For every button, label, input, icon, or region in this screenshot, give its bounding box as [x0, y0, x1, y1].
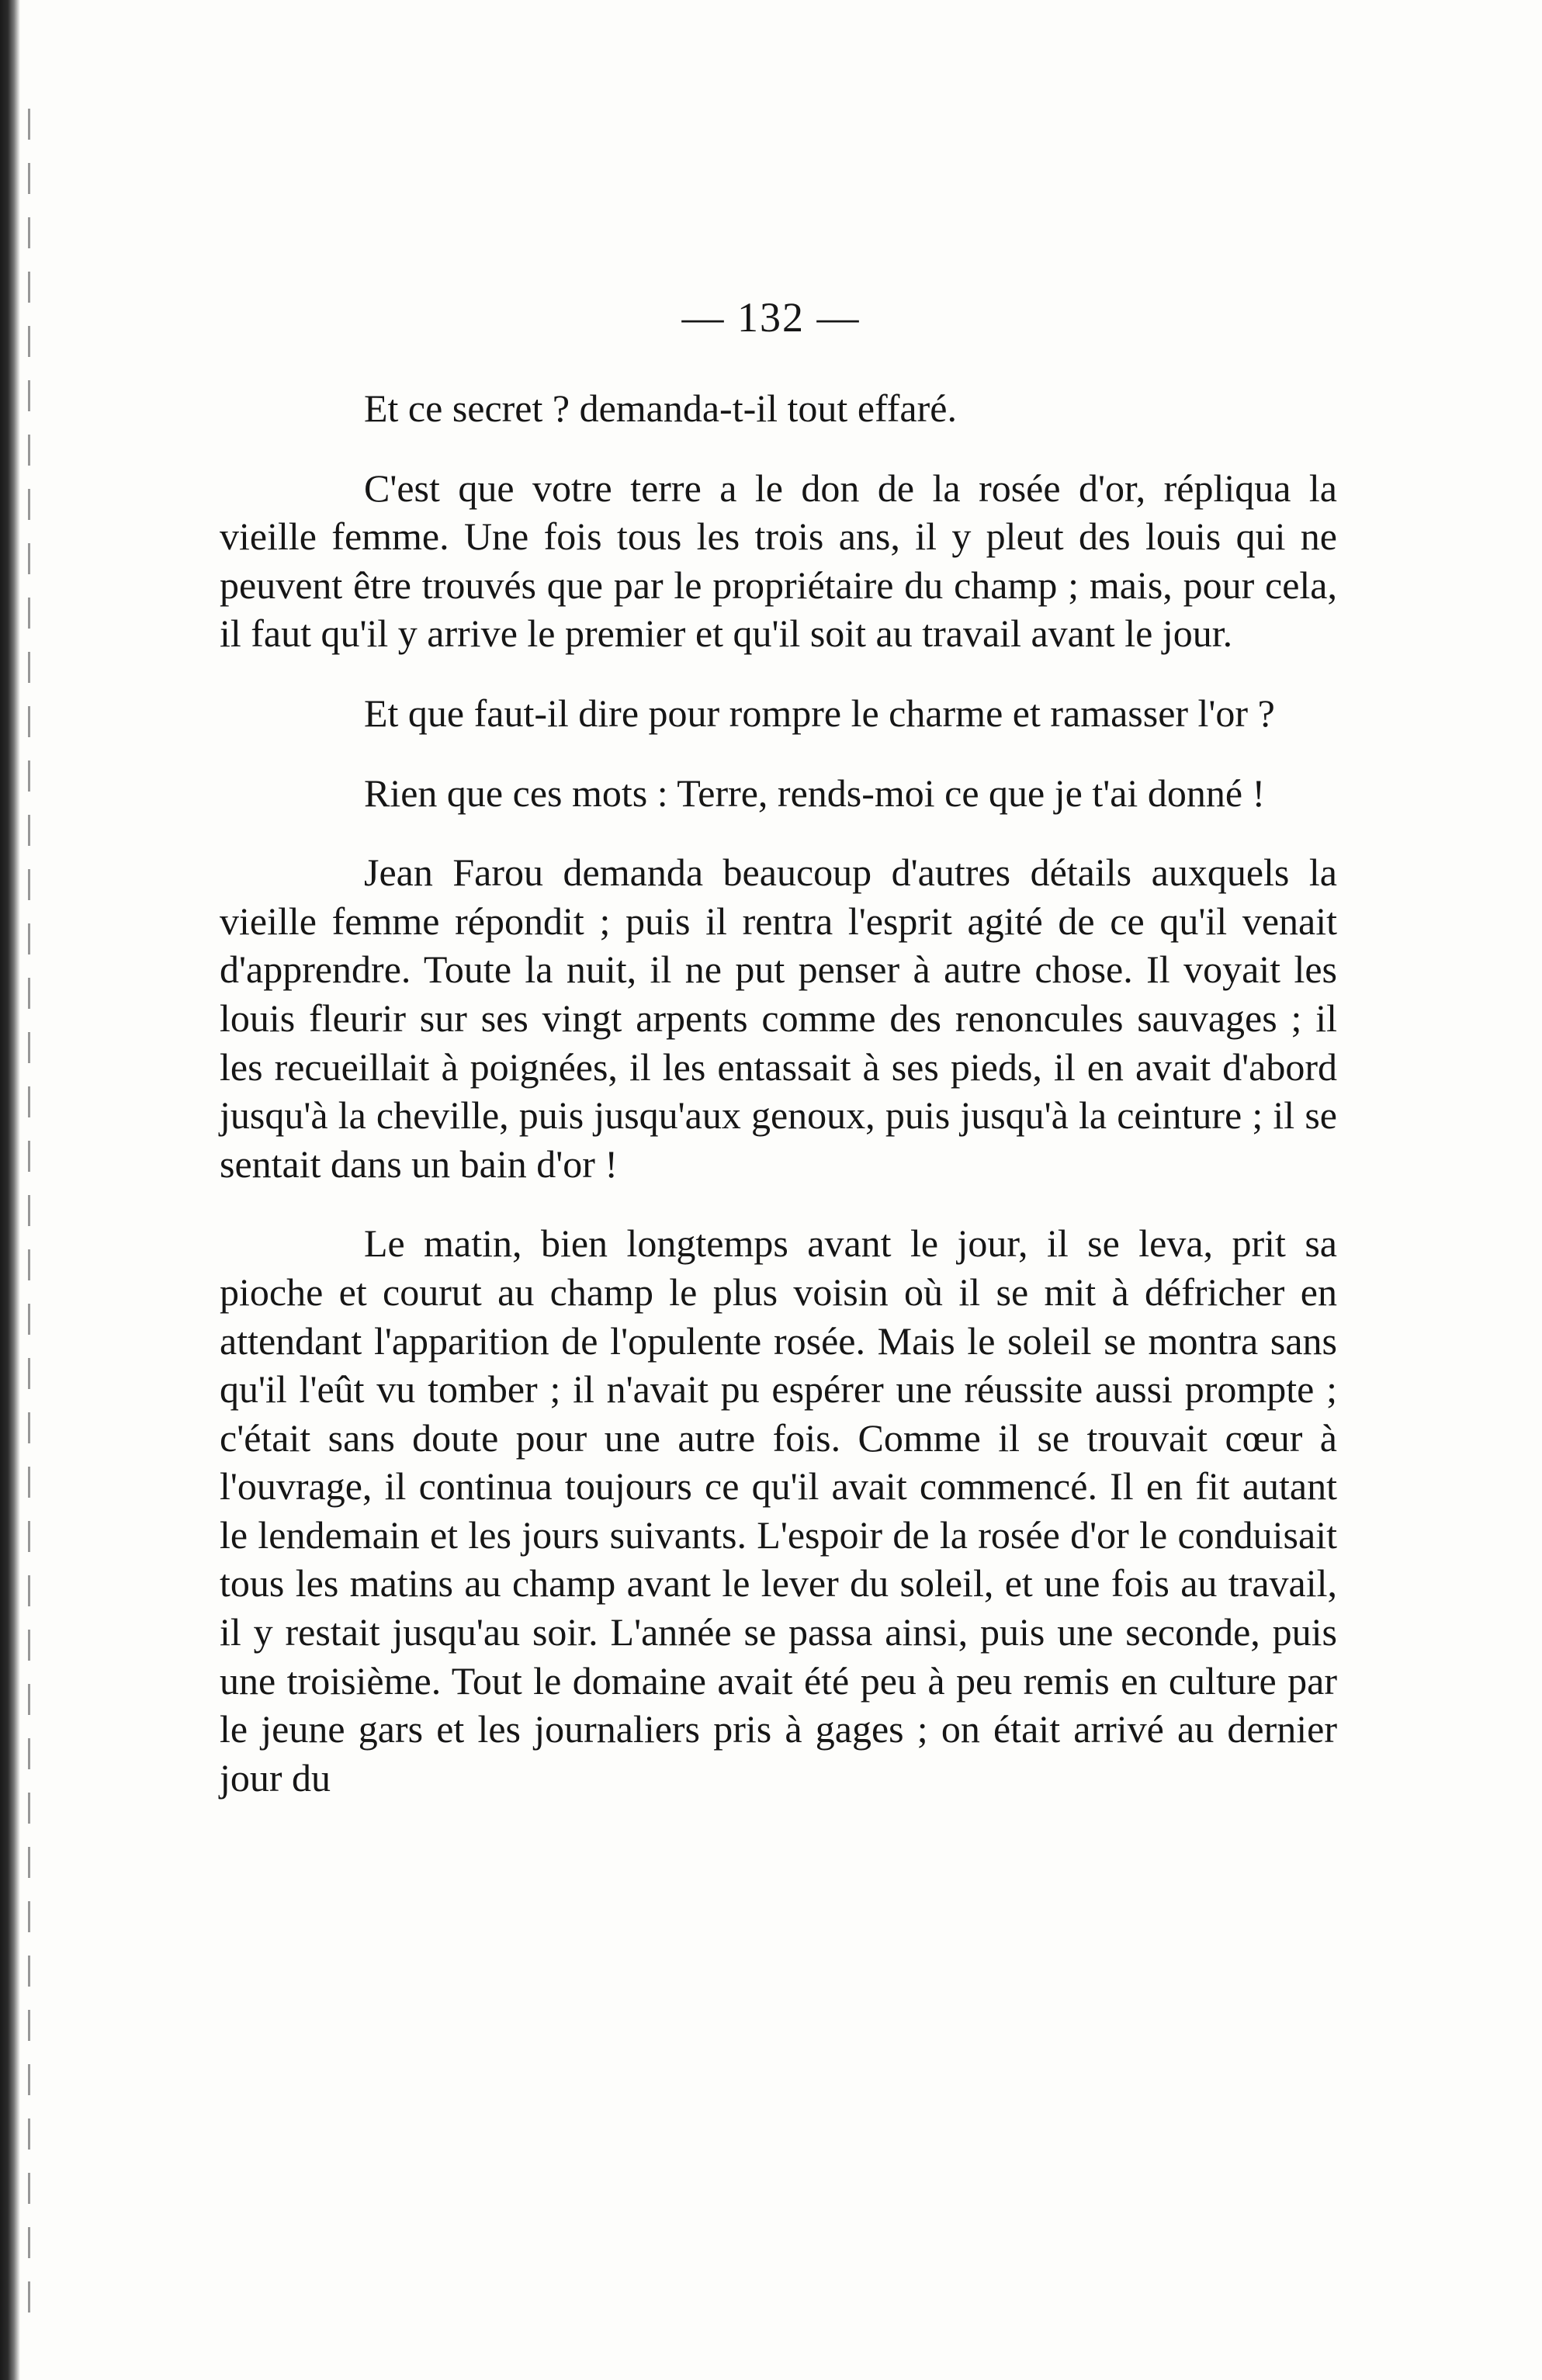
paragraph-2: C'est que votre terre a le don de la rosée d'or, répliqua la vieille femme. Une fois tous les trois ans, il y pleut des louis qui ne peuvent être trouvés que par le propriétaire du champ ; mais, pour cela, il faut qu'il y arrive le premier et qu'il soit au travail avant le jour. [220, 466, 1337, 656]
paragraph-5: Jean Farou demanda beaucoup d'autres détails auxquels la vieille femme répondit ; puis il rentra l'esprit agité de ce qu'il venait d'apprendre. Toute la nuit, il ne put penser à autre chose. Il voyait les louis fleurir sur ses vingt arpents comme des renoncules sauvages ; il les recueillait à poignées, il les entassait à ses pieds, il en avait d'abord jusqu'à la cheville, puis jusqu'aux genoux, puis jusqu'à la ceinture ; il se sentait dans un bain d'or ! [220, 850, 1337, 1186]
binding-shadow-line [28, 109, 30, 2328]
paragraph-6: Le matin, bien longtemps avant le jour, il se leva, prit sa pioche et courut au champ le plus voisin où il se mit à défricher en attendant l'apparition de l'opulente rosée. Mais le soleil se montra sans qu'il l'eût vu tomber ; il n'avait pu espérer une réussite aussi prompte ; c'était sans doute pour une autre fois. Comme il se trouvait cœur à l'ouvrage, il continua toujours ce qu'il avait commencé. Il en fit autant le lendemain et les jours suivants. L'espoir de la rosée d'or le conduisait tous les matins au champ avant le lever du soleil, et une fois au travail, il y restait jusqu'au soir. L'année se passa ainsi, puis une seconde, puis une troisième. Tout le domaine avait été peu à peu remis en culture par le jeune gars et les journaliers pris à gages ; on était arrivé au dernier jour du [220, 1221, 1337, 1800]
paragraph-4: Rien que ces mots : Terre, rends-moi ce que je t'ai donné ! [364, 771, 1266, 815]
body-text [220, 384, 1337, 1802]
page-number: — 132 — [681, 294, 861, 341]
binding-edge [0, 0, 20, 2380]
paragraph-1: Et ce secret ? demanda-t-il tout effaré. [364, 386, 957, 430]
paragraph-3: Et que faut-il dire pour rompre le charme et ramasser l'or ? [364, 691, 1275, 735]
